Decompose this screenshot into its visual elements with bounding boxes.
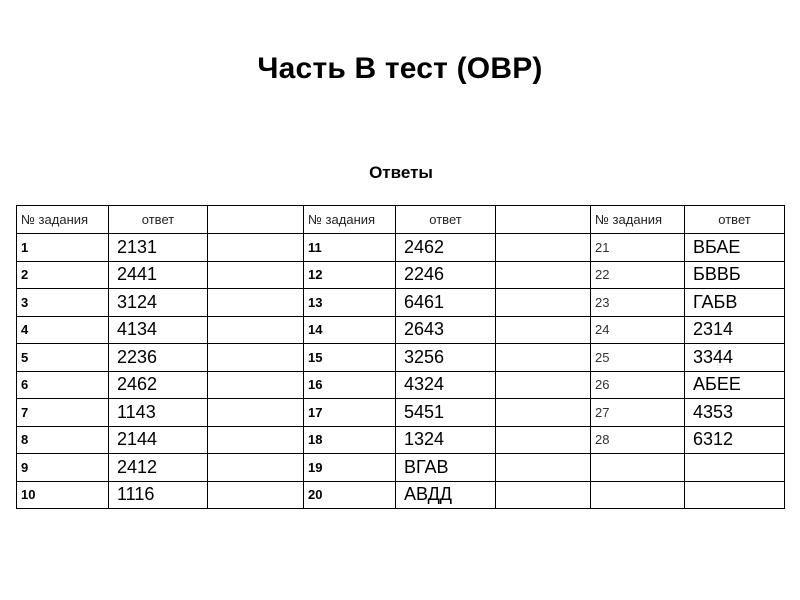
spacer-cell (208, 371, 304, 399)
spacer-cell (496, 371, 591, 399)
table-heading: Ответы (369, 163, 433, 182)
answer-cell: 2412 (109, 454, 208, 482)
table-row (17, 261, 785, 289)
task-number-cell: 4 (17, 316, 109, 344)
table-row (17, 289, 785, 317)
table-row (17, 316, 785, 344)
answer-cell: 5451 (396, 399, 496, 427)
answers-table-body (17, 206, 785, 509)
task-number-cell: 9 (17, 454, 109, 482)
spacer-cell (496, 399, 591, 427)
task-number-cell: 13 (304, 289, 396, 317)
task-number-cell (591, 454, 685, 482)
task-number-cell: 7 (17, 399, 109, 427)
spacer-cell (496, 261, 591, 289)
spacer-cell (208, 399, 304, 427)
answer-cell (685, 454, 785, 482)
task-number-cell: 11 (304, 234, 396, 262)
task-number-cell: 21 (591, 234, 685, 262)
answer-cell: 3344 (685, 344, 785, 372)
answer-cell: АВДД (396, 481, 496, 509)
task-number-cell: 6 (17, 371, 109, 399)
answer-cell: ВГАВ (396, 454, 496, 482)
table-header-row (17, 206, 785, 234)
table-row (17, 371, 785, 399)
task-number-cell: 12 (304, 261, 396, 289)
column-header-task: № задания (591, 206, 685, 234)
answer-cell: 4324 (396, 371, 496, 399)
answer-cell: 3124 (109, 289, 208, 317)
task-number-cell: 17 (304, 399, 396, 427)
task-number-cell: 8 (17, 426, 109, 454)
spacer-cell (208, 454, 304, 482)
answers-table (16, 205, 785, 509)
table-row (17, 344, 785, 372)
spacer-cell (496, 234, 591, 262)
answer-cell: 1116 (109, 481, 208, 509)
spacer-cell (496, 454, 591, 482)
spacer-cell (208, 206, 304, 234)
task-number-cell: 2 (17, 261, 109, 289)
task-number-cell: 22 (591, 261, 685, 289)
column-header-answer: ответ (396, 206, 496, 234)
spacer-cell (496, 206, 591, 234)
task-number-cell: 26 (591, 371, 685, 399)
table-row (17, 481, 785, 509)
spacer-cell (496, 426, 591, 454)
task-number-cell: 5 (17, 344, 109, 372)
spacer-cell (496, 316, 591, 344)
table-row (17, 426, 785, 454)
task-number-cell: 20 (304, 481, 396, 509)
answer-cell: 1143 (109, 399, 208, 427)
answer-cell: 2314 (685, 316, 785, 344)
task-number-cell (591, 481, 685, 509)
task-number-cell: 15 (304, 344, 396, 372)
column-header-task: № задания (304, 206, 396, 234)
answer-cell: 2144 (109, 426, 208, 454)
answer-cell: 2462 (109, 371, 208, 399)
answer-cell: 3256 (396, 344, 496, 372)
answer-cell: 2236 (109, 344, 208, 372)
spacer-cell (208, 289, 304, 317)
spacer-cell (208, 316, 304, 344)
task-number-cell: 25 (591, 344, 685, 372)
slide-title: Часть В тест (ОВР) (257, 52, 543, 85)
spacer-cell (496, 481, 591, 509)
answer-cell: 4353 (685, 399, 785, 427)
spacer-cell (208, 261, 304, 289)
column-header-answer: ответ (685, 206, 785, 234)
task-number-cell: 19 (304, 454, 396, 482)
answer-cell: 2462 (396, 234, 496, 262)
spacer-cell (208, 344, 304, 372)
table-row (17, 234, 785, 262)
task-number-cell: 10 (17, 481, 109, 509)
spacer-cell (496, 344, 591, 372)
answer-cell: БВВБ (685, 261, 785, 289)
answer-cell: 6461 (396, 289, 496, 317)
answer-cell: 6312 (685, 426, 785, 454)
task-number-cell: 14 (304, 316, 396, 344)
answer-cell (685, 481, 785, 509)
spacer-cell (208, 481, 304, 509)
spacer-cell (208, 234, 304, 262)
task-number-cell: 23 (591, 289, 685, 317)
column-header-answer: ответ (109, 206, 208, 234)
task-number-cell: 1 (17, 234, 109, 262)
spacer-cell (496, 289, 591, 317)
answer-cell: 2643 (396, 316, 496, 344)
answer-cell: 2246 (396, 261, 496, 289)
answer-cell: 2441 (109, 261, 208, 289)
spacer-cell (208, 426, 304, 454)
answer-cell: ВБАЕ (685, 234, 785, 262)
column-header-task: № задания (17, 206, 109, 234)
task-number-cell: 3 (17, 289, 109, 317)
task-number-cell: 27 (591, 399, 685, 427)
answer-cell: 2131 (109, 234, 208, 262)
answer-cell: 1324 (396, 426, 496, 454)
task-number-cell: 24 (591, 316, 685, 344)
answer-cell: 4134 (109, 316, 208, 344)
task-number-cell: 18 (304, 426, 396, 454)
table-row (17, 399, 785, 427)
task-number-cell: 16 (304, 371, 396, 399)
answer-cell: АБЕЕ (685, 371, 785, 399)
table-row (17, 454, 785, 482)
task-number-cell: 28 (591, 426, 685, 454)
answer-cell: ГАБВ (685, 289, 785, 317)
